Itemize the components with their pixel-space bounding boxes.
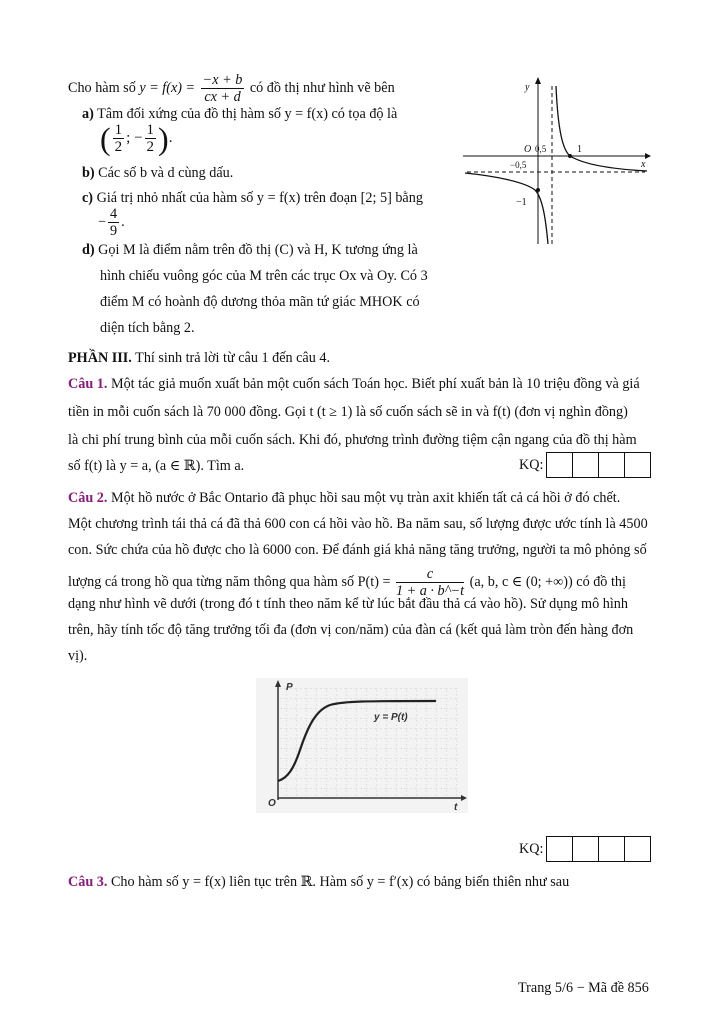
- q2-line7: vị).: [68, 648, 88, 664]
- q1-line2: tiền in mỗi cuốn sách là 70 000 đồng. Gọi t (t ≥ 1) là số cuốn sách sẽ in và f(t) (đơn vị nghìn đồng): [68, 404, 628, 420]
- item-d-line4: diện tích bằng 2.: [100, 320, 195, 336]
- q2-text4a: lượng cá trong hồ qua từng năm thông qua hàm số P(t) =: [68, 573, 391, 590]
- item-d-line2: hình chiếu vuông góc của M trên các trục Ox và Oy. Có 3: [100, 268, 428, 284]
- intro-line: [68, 72, 395, 105]
- hyperbola-left-branch: [465, 173, 548, 244]
- hyperbola-graph: [455, 72, 655, 252]
- a-frac2-num: 1: [146, 122, 155, 138]
- q1-line3: là chi phí trung bình của mỗi cuốn sách. Khi đó, phương trình đường tiệm cận ngang của đồ thị hàm: [68, 432, 637, 448]
- q3-label: Câu 3.: [68, 874, 108, 890]
- c-frac-num: 4: [110, 206, 118, 222]
- item-c-label: c): [82, 190, 94, 206]
- intro-tail: có đồ thị như hình vẽ bên: [249, 79, 395, 96]
- q1-label: Câu 1.: [68, 376, 108, 392]
- part3-title: PHẦN III.: [68, 350, 132, 366]
- q1-answer-cell-2[interactable]: [572, 452, 599, 478]
- q2-line3: con. Sức chứa của hồ được cho là 6000 con. Để đánh giá khả năng tăng trưởng, người ta mô phỏng số: [68, 542, 647, 558]
- intro-func: y = f(x) =: [139, 79, 196, 96]
- page-footer: Trang 5/6 − Mã đề 856: [518, 980, 649, 996]
- x-axis-arrow-icon: [645, 153, 651, 159]
- y-axis-arrow-icon: [535, 77, 541, 84]
- item-b-text: Các số b và d cùng dấu.: [98, 165, 234, 181]
- q3-text: Cho hàm số y = f(x) liên tục trên ℝ. Hàm số y = f′(x) có bảng biến thiên như sau: [110, 874, 570, 890]
- t-label: t: [454, 802, 458, 813]
- hyperbola-right-branch: [556, 86, 647, 171]
- q2-text1: Một hồ nước ở Bắc Ontario đã phục hồi sau một vụ tràn axit khiến tất cả cá hồi ở đó chết.: [110, 490, 621, 506]
- q1-kq-label: KQ:: [519, 456, 544, 473]
- q2-answer-cell-3[interactable]: [598, 836, 625, 862]
- q2-answer-cell-2[interactable]: [572, 836, 599, 862]
- c-frac-den: 9: [110, 223, 118, 239]
- q1-text1: Một tác giả muốn xuất bản một cuốn sách Toán học. Biết phí xuất bản là 10 triệu đồng và giá: [110, 376, 640, 392]
- curve-label: y = P(t): [374, 712, 408, 723]
- intro-num: −x + b: [202, 72, 243, 88]
- tick-0-5: 0,5: [535, 144, 547, 154]
- intro-fraction: [201, 72, 245, 105]
- q1-line1: [68, 374, 640, 394]
- tick-minus-0-5: −0,5: [510, 160, 527, 170]
- y-label: y: [525, 82, 530, 93]
- intro-lead: Cho hàm số: [68, 79, 136, 96]
- item-c: [82, 188, 423, 208]
- item-d-line3: điểm M có hoành độ dương thỏa mãn tứ giác MHOK có: [100, 294, 420, 310]
- item-d-label: d): [82, 242, 95, 258]
- q2-label: Câu 2.: [68, 490, 108, 506]
- q1-line4: số f(t) là y = a, (a ∈ ℝ). Tìm a.: [68, 458, 245, 474]
- origin-label: O: [524, 144, 532, 155]
- q1-answer-box: [519, 452, 651, 478]
- a-frac1-den: 2: [114, 139, 123, 155]
- part3-heading: [68, 348, 330, 368]
- tick-minus-1: −1: [516, 197, 527, 208]
- item-c-text: Giá trị nhỏ nhất của hàm số y = f(x) trên đoạn [2; 5] bằng: [96, 190, 423, 206]
- a-frac1-num: 1: [114, 122, 123, 138]
- item-d-line1: Gọi M là điểm nằm trên đồ thị (C) và H, K tương ứng là: [98, 242, 418, 258]
- q1-answer-cell-4[interactable]: [624, 452, 651, 478]
- a-frac2-den: 2: [146, 139, 155, 155]
- item-c-value: − $\frac{4}{9}$ .: [98, 206, 125, 239]
- q1-answer-cell-1[interactable]: [546, 452, 573, 478]
- q2-answer-cell-4[interactable]: [624, 836, 651, 862]
- item-a-text: Tâm đối xứng của đồ thị hàm số y = f(x) có tọa độ là: [97, 106, 398, 122]
- q2-kq-label: KQ:: [519, 840, 544, 857]
- intro-den: cx + d: [204, 89, 241, 105]
- q2-frac-num: c: [396, 566, 464, 583]
- item-d: [82, 240, 418, 260]
- graph-grid: [278, 686, 460, 798]
- q2-answer-box: [519, 836, 651, 862]
- q2-line6: trên, hãy tính tốc độ tăng trưởng tối đa (đơn vị con/năm) của đàn cá (kết quả làm tròn đến hàng đơn: [68, 622, 634, 638]
- y-intercept-point: [536, 188, 540, 192]
- q2-frac-den: 1 + a · b^−t: [396, 583, 465, 599]
- q3-line: [68, 872, 569, 892]
- p-label: P: [286, 682, 293, 693]
- q2-line2: Một chương trình tái thả cá đã thả 600 con cá hồi vào hồ. Ba năm sau, số lượng được ước tính là 4500: [68, 516, 648, 532]
- x-intercept-point: [568, 154, 572, 158]
- item-b: [82, 163, 233, 183]
- tick-1: 1: [577, 144, 582, 155]
- q2-text4b: (a, b, c ∈ (0; +∞)) có đồ thị: [469, 573, 626, 590]
- part3-text: Thí sinh trả lời từ câu 1 đến câu 4.: [135, 350, 331, 366]
- q2-answer-cell-1[interactable]: [546, 836, 573, 862]
- x-label: x: [641, 159, 646, 170]
- item-a-coords: ( $\frac{1}{2}$ ; − $\frac{1}{2}$ ).: [100, 120, 173, 157]
- item-a-label: a): [82, 106, 94, 122]
- q2-line5: dạng như hình vẽ dưới (trong đó t tính theo năm kể từ lúc bắt đầu thả cá vào hồ). Sử dụng mô hình: [68, 596, 628, 612]
- origin-label-2: O: [268, 798, 276, 809]
- item-b-label: b): [82, 165, 95, 181]
- q1-answer-cell-3[interactable]: [598, 452, 625, 478]
- item-a: [82, 104, 397, 124]
- q2-line1: [68, 488, 620, 508]
- logistic-graph: [256, 678, 468, 813]
